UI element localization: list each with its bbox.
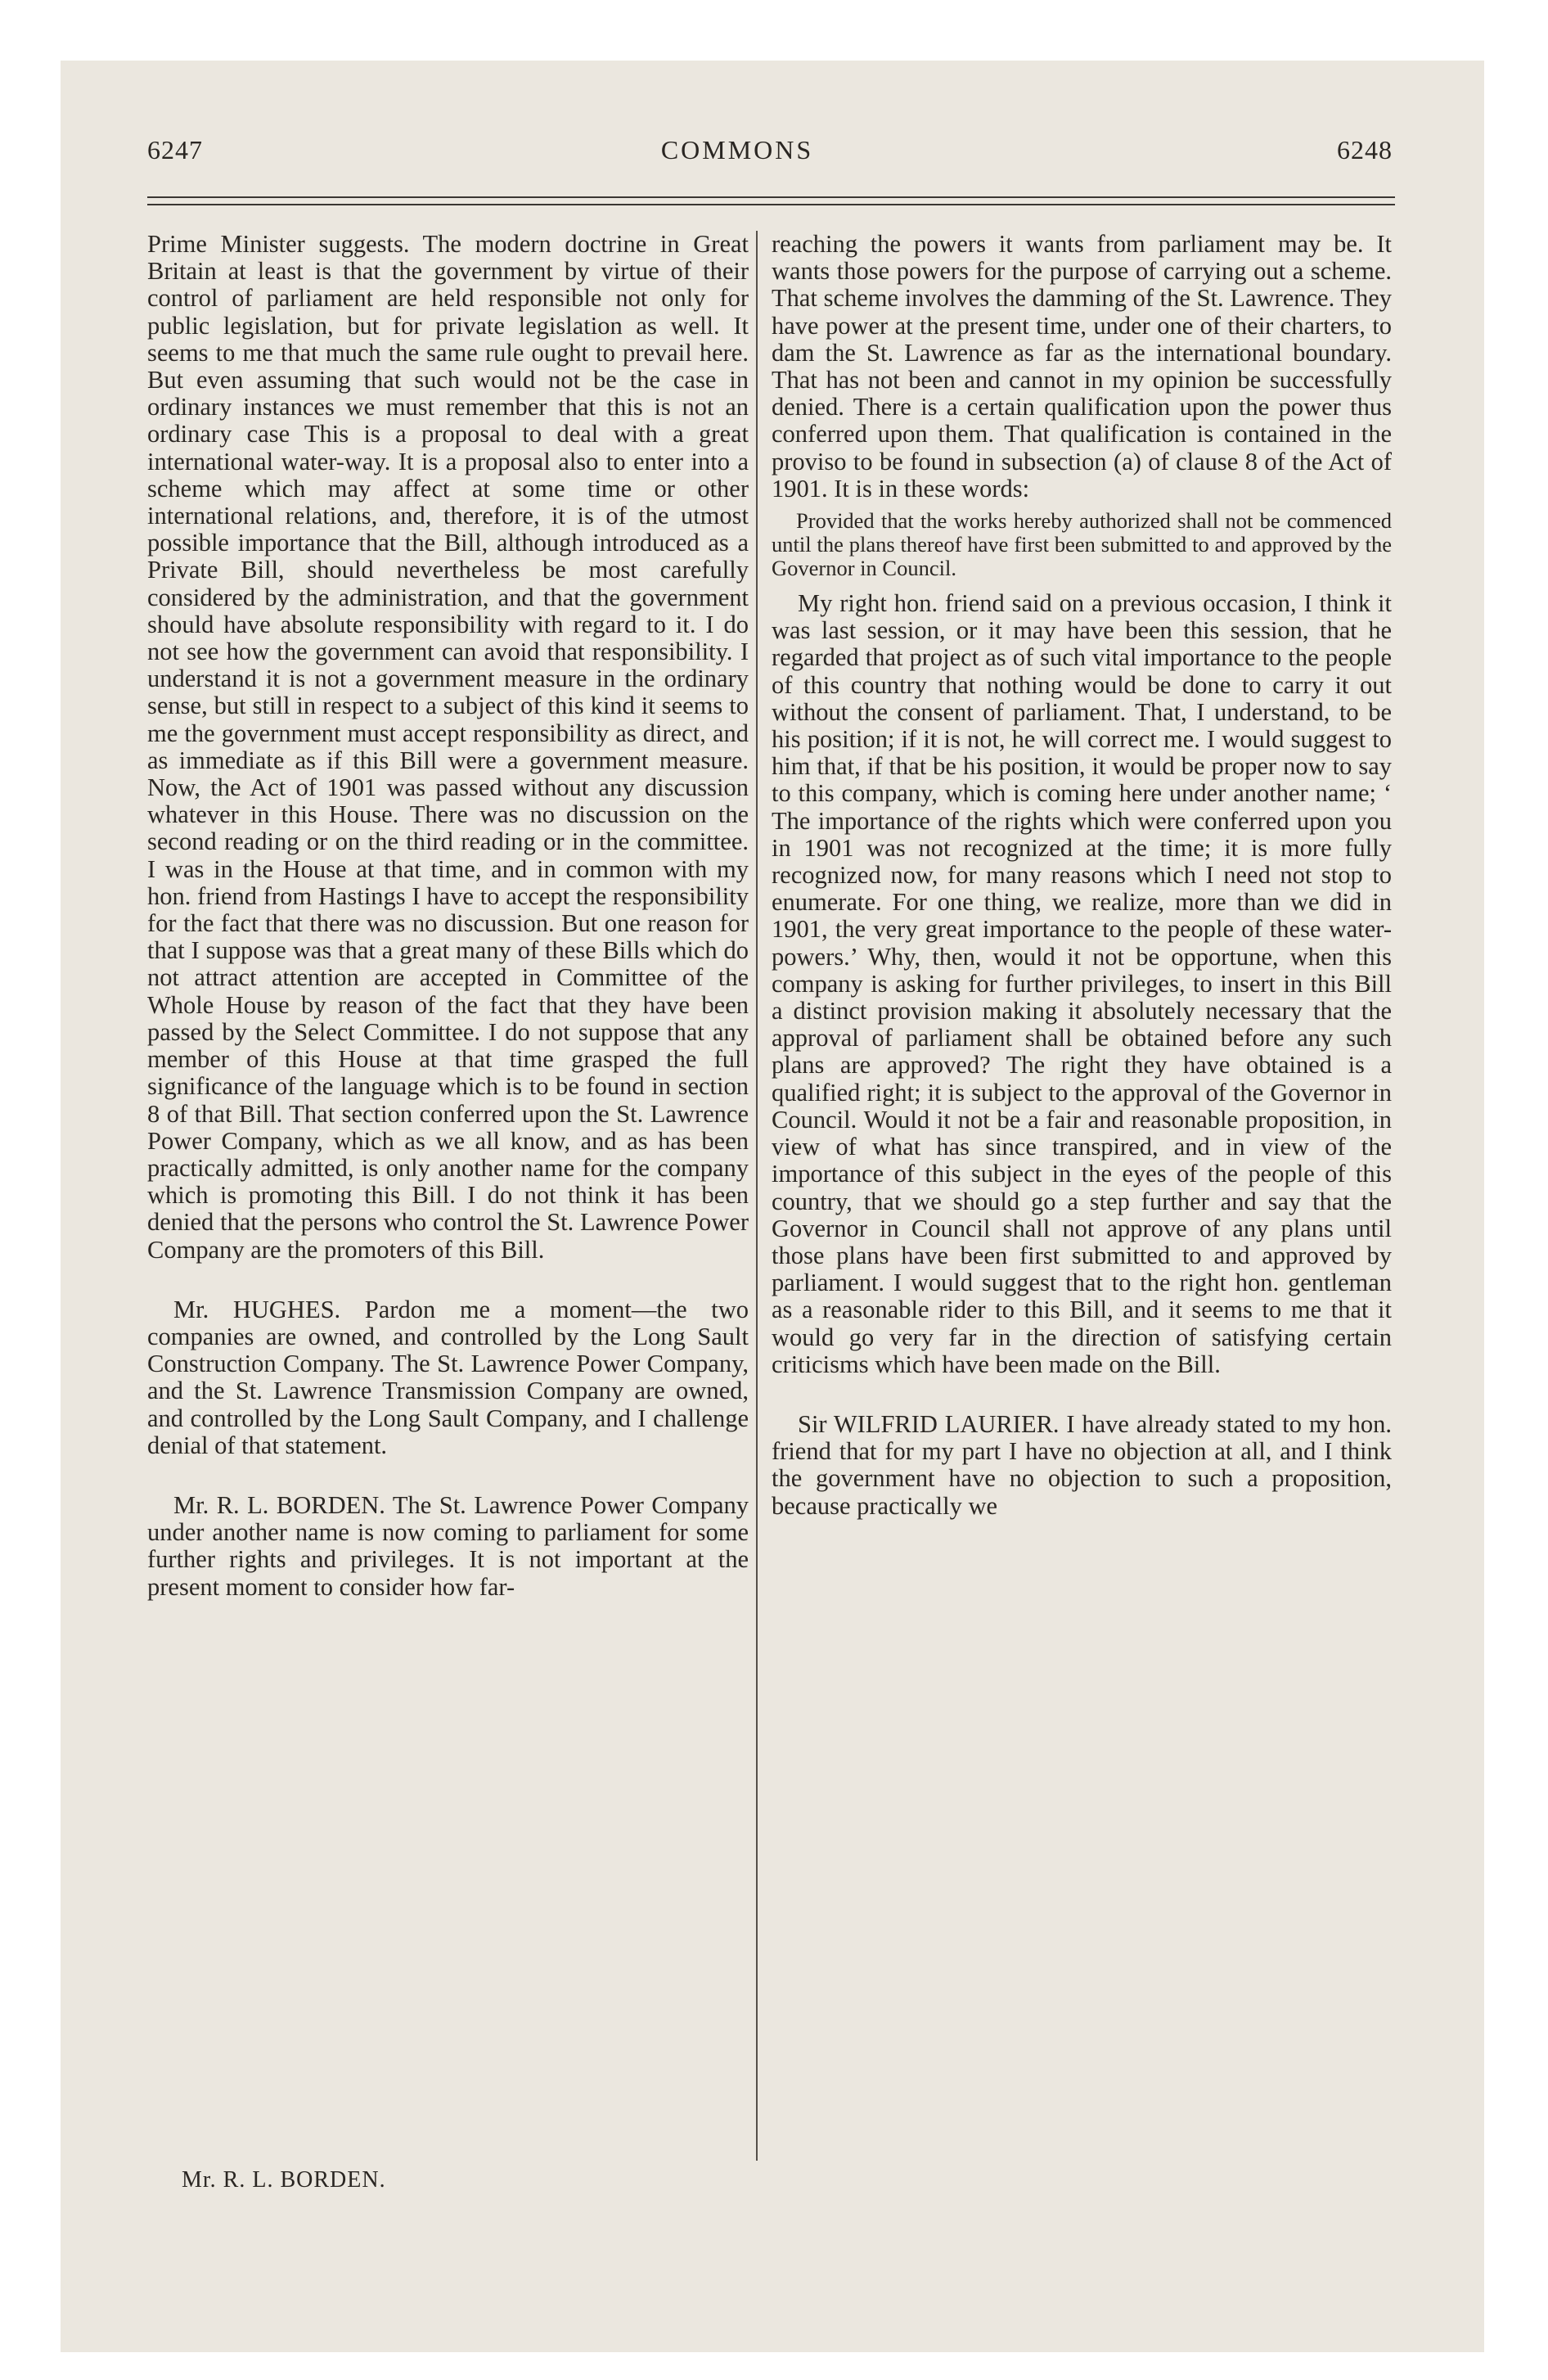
left-paragraph-hughes: Mr. HUGHES. Pardon me a moment—the two companies are owned, and controlled by the Long Sault Construction Company. The St. Lawrence Power Company, and the St. Lawrence Transmission Company are owned, and controlled by the Long Sault Company, and I challenge denial of that statement. bbox=[147, 1295, 749, 1459]
column-divider bbox=[756, 231, 758, 2161]
page-number-right: 6248 bbox=[1337, 135, 1393, 165]
page-header bbox=[82, 135, 1393, 168]
left-column bbox=[147, 231, 749, 1601]
running-footer: Mr. R. L. BORDEN. bbox=[182, 2167, 386, 2193]
left-paragraph-1: Prime Minister suggests. The modern doctrine in Great Britain at least is that the government by virtue of their control of parliament are held responsible not only for public legislation, but for private legislation as well. It seems to me that much the same rule ought to prevail here. But even assuming that such would not be the case in ordinary instances we must remember that this is not an ordinary case This is a proposal to deal with a great international water-way. It is a proposal also to enter into a scheme which may affect at some time or other international relations, and, therefore, it is of the utmost possible importance that the Bill, although introduced as a Private Bill, should nevertheless be most carefully considered by the administration, and that the government should have absolute responsibility with regard to it. I do not see how the government can avoid that responsibility. I understand it is not a government measure in the ordinary sense, but still in respect to a subject of this kind it seems to me the government must accept responsibility as direct, and as immediate as if this Bill were a government measure. Now, the Act of 1901 was passed without any discussion whatever in this House. There was no discussion on the second reading or on the third reading or in the committee. I was in the House at that time, and in common with my hon. friend from Hastings I have to accept the responsibility for the fact that there was no discussion. But one reason for that I suppose was that a great many of these Bills which do not attract attention are accepted in Committee of the Whole House by reason of the fact that they have been passed by the Select Committee. I do not suppose that any member of this House at that time grasped the full significance of the language which is to be found in section 8 of that Bill. That section conferred upon the St. Lawrence Power Company, which as we all know, and as has been practically admitted, is only another name for the company which is promoting this Bill. I do not think it has been denied that the persons who control the St. Lawrence Power Company are the promoters of this Bill. bbox=[147, 230, 749, 1264]
right-paragraph-1: reaching the powers it wants from parliament may be. It wants those powers for the purpose of carrying out a scheme. That scheme involves the damming of the St. Lawrence. They have power at the present time, under one of their charters, to dam the St. Lawrence as far as the international boundary. That has not been and cannot in my opinion be successfully denied. There is a certain qualification upon the power thus conferred upon them. That qualification is contained in the proviso to be found in subsection (a) of clause 8 of the Act of 1901. It is in these words: bbox=[772, 230, 1392, 503]
right-paragraph-laurier: Sir WILFRID LAURIER. I have already stated to my hon. friend that for my part I have no objection at all, and I think the government have no objection to such a proposition, because practically we bbox=[772, 1409, 1392, 1520]
left-paragraph-borden: Mr. R. L. BORDEN. The St. Lawrence Power Company under another name is now coming to parliament for some further rights and privileges. It is not important at the present moment to consider how far- bbox=[147, 1490, 749, 1601]
page-number-left: 6247 bbox=[147, 135, 203, 165]
right-column bbox=[772, 231, 1392, 1520]
header-rule-top bbox=[147, 196, 1395, 198]
header-rule-bottom bbox=[147, 204, 1395, 205]
quoted-proviso: Provided that the works hereby authorized shall not be commenced until the plans thereof have first been submitted to and approved by the Governor in Council. bbox=[772, 508, 1392, 581]
running-title: COMMONS bbox=[660, 135, 814, 165]
right-paragraph-2: My right hon. friend said on a previous occasion, I think it was last session, or it may have been this session, that he regarded that project as of such vital importance to the people of this country that nothing would be done to carry it out without the consent of parliament. That, I understand, to be his position; if it is not, he will correct me. I would suggest to him that, if that be his position, it would be proper now to say to this company, which is coming here under another name; ‘ The importance of the rights which were conferred upon you in 1901 was not recognized at the time; it is more fully recognized now, for many reasons which I need not stop to enumerate. For one thing, we realize, more than we did in 1901, the very great importance to the people of these water-powers.’ Why, then, would it not be opportune, when this company is asking for further privileges, to insert in this Bill a distinct provision making it absolutely necessary that the approval of parliament shall be obtained before any such plans are approved? The right they have obtained is a qualified right; it is subject to the approval of the Governor in Council. Would it not be a fair and reasonable proposition, in view of what has since transpired, and in view of the importance of this subject in the eyes of the people of this country, that we should go a step further and say that the Governor in Council shall not approve of any plans until those plans have been first submitted to and approved by parliament. I would suggest that to the right hon. gentleman as a reasonable rider to this Bill, and it seems to me that it would go very far in the direction of satisfying certain criticisms which have been made on the Bill. bbox=[772, 589, 1392, 1378]
